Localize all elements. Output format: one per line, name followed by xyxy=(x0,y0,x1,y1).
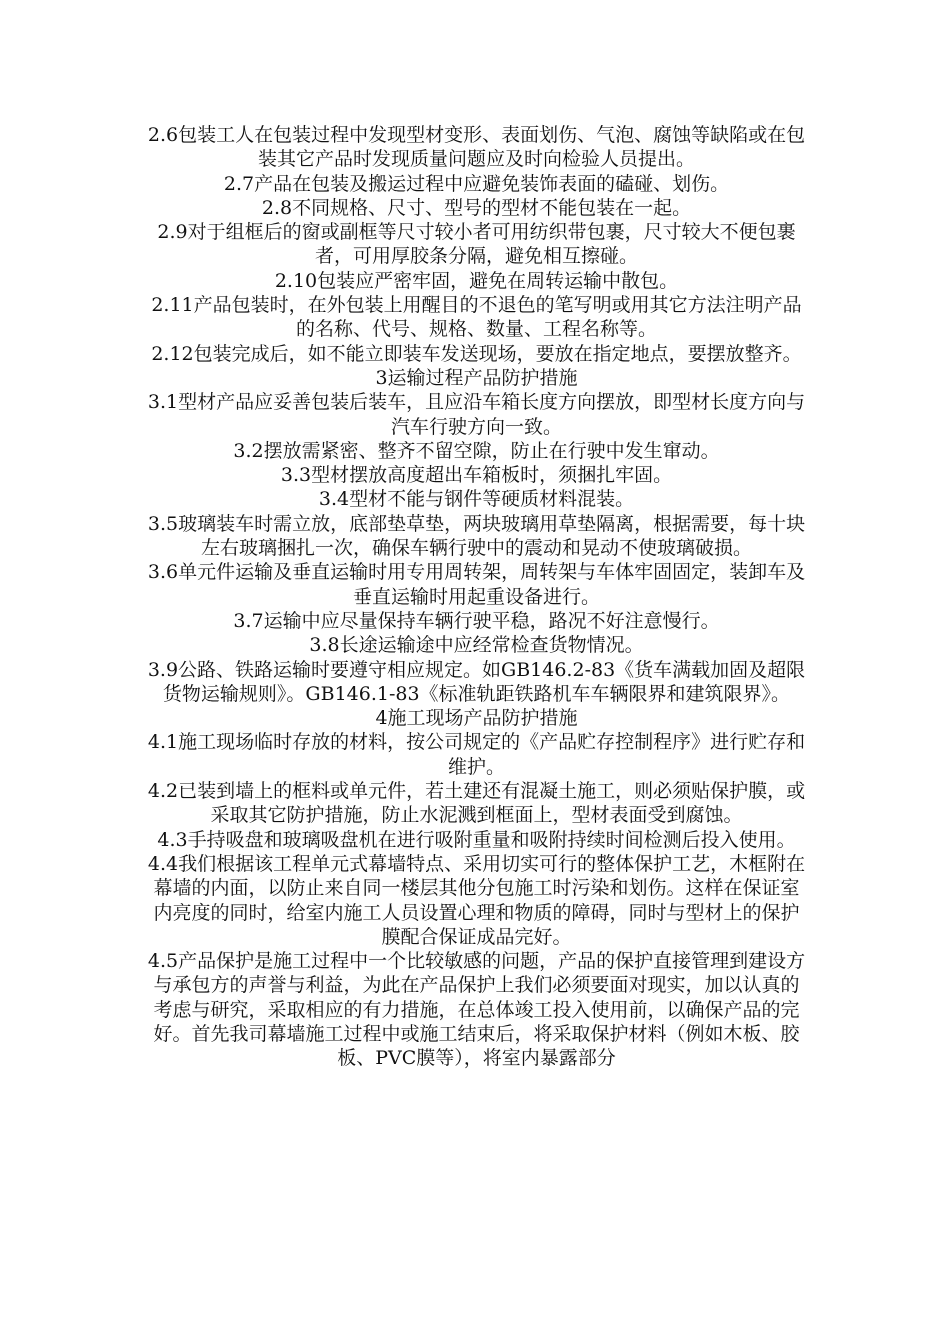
paragraph-2-8: 2.8不同规格、尺寸、型号的型材不能包装在一起。 xyxy=(261,196,692,219)
paragraph-2-7: 2.7产品在包装及搬运过程中应避免装饰表面的磕碰、划伤。 xyxy=(223,172,730,195)
document-body xyxy=(146,123,807,1071)
paragraph-3-3: 3.3型材摆放高度超出车箱板时，须捆扎牢固。 xyxy=(280,464,673,487)
paragraph-4-4: 4.4我们根据该工程单元式幕墙特点、采用切实可行的整体保护工艺，木框附在幕墙的内面，以防止来自同一楼层其他分包施工时污染和划伤。这样在保证室内亮度的同时，给室内施工人员设置心理和物质的障碍，同时与型材上的保护膜配合保证成品完好。 xyxy=(147,852,806,948)
paragraph-3-6: 3.6单元件运输及垂直运输时用专用周转架，周转架与车体牢固固定，装卸车及垂直运输时用起重设备进行。 xyxy=(147,561,806,608)
paragraph-3-7: 3.7运输中应尽量保持车辆行驶平稳，路况不好注意慢行。 xyxy=(233,609,720,632)
paragraph-2-10: 2.10包装应严密牢固，避免在周转运输中散包。 xyxy=(274,269,679,292)
paragraph-3-9: 3.9公路、铁路运输时要遵守相应规定。如GB146.2-83《货车满载加固及超限货物运输规则》。GB146.1-83《标准轨距铁路机车车辆限界和建筑限界》。 xyxy=(147,658,806,705)
paragraph-2-6: 2.6包装工人在包装过程中发现型材变形、表面划伤、气泡、腐蚀等缺陷或在包装其它产品时发现质量问题应及时向检验人员提出。 xyxy=(147,124,806,171)
paragraph-4-1: 4.1施工现场临时存放的材料，按公司规定的《产品贮存控制程序》进行贮存和维护。 xyxy=(147,731,806,778)
paragraph-3-5: 3.5玻璃装车时需立放，底部垫草垫，两块玻璃用草垫隔离，根据需要，每十块左右玻璃捆扎一次，确保车辆行驶中的震动和晃动不使玻璃破损。 xyxy=(147,512,806,560)
paragraph-3-8: 3.8长途运输途中应经常检查货物情况。 xyxy=(309,634,644,657)
paragraph-2-12: 2.12包装完成后，如不能立即装车发送现场，要放在指定地点，要摆放整齐。 xyxy=(151,342,802,365)
paragraph-3-1: 3.1型材产品应妥善包装后装车，且应沿车箱长度方向摆放，即型材长度方向与汽车行驶方向一致。 xyxy=(147,391,806,438)
paragraph-4-5: 4.5产品保护是施工过程中一个比较敏感的问题，产品的保护直接管理到建设方与承包方的声誉与利益，为此在产品保护上我们必须要面对现实，加以认真的考虑与研究，采取相应的有力措施，在总体竣工投入使用前，以确保产品的完好。首先我司幕墙施工过程中或施工结束后，将采取保护材料（例如木板、胶板、PVC膜等），将室内暴露部分 xyxy=(147,950,806,1070)
paragraph-3-4: 3.4型材不能与钢件等硬质材料混装。 xyxy=(318,488,635,511)
paragraph-2-11: 2.11产品包装时，在外包装上用醒目的不退色的笔写明或用其它方法注明产品的名称、代号、规格、数量、工程名称等。 xyxy=(151,294,802,341)
paragraph-4-3: 4.3手持吸盘和玻璃吸盘机在进行吸附重量和吸附持续时间检测后投入使用。 xyxy=(157,828,796,851)
paragraph-3-2: 3.2摆放需紧密、整齐不留空隙，防止在行驶中发生窜动。 xyxy=(233,439,720,462)
section-heading-4: 4施工现场产品防护措施 xyxy=(375,707,578,730)
paragraph-2-9: 2.9对于组框后的窗或副框等尺寸较小者可用纺织带包裹，尺寸较大不便包裹者，可用厚胶条分隔，避免相互擦碰。 xyxy=(157,221,796,268)
section-heading-3: 3运输过程产品防护措施 xyxy=(375,366,578,389)
paragraph-4-2: 4.2已装到墙上的框料或单元件，若土建还有混凝土施工，则必须贴保护膜，或采取其它防护措施，防止水泥溅到框面上，型材表面受到腐蚀。 xyxy=(147,780,806,827)
